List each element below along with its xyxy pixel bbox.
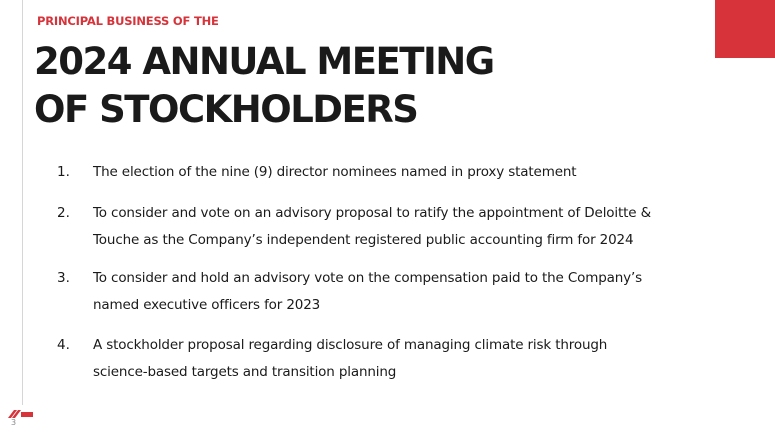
slide-title (34, 38, 494, 134)
agenda-item-number: 2. (57, 205, 70, 221)
agenda-item-line: Touche as the Company’s independent registered public accounting firm for 2024 (93, 232, 634, 248)
agenda-item-text (93, 159, 757, 186)
slide-kicker: PRINCIPAL BUSINESS OF THE (37, 14, 219, 28)
agenda-item-line: The election of the nine (9) director nominees named in proxy statement (93, 164, 577, 180)
agenda-item-line: A stockholder proposal regarding disclosure of managing climate risk through (93, 337, 608, 353)
left-divider-line (22, 0, 23, 405)
page-number: 3 (11, 418, 17, 427)
agenda-item-number: 1. (57, 164, 70, 180)
company-logo-icon (8, 410, 34, 418)
agenda-item-number: 4. (57, 337, 70, 353)
agenda-item-line: To consider and hold an advisory vote on the compensation paid to the Company’s (93, 270, 643, 286)
agenda-item-text (93, 265, 757, 319)
agenda-item-number: 3. (57, 270, 70, 286)
agenda-item-line: science-based targets and transition planning (93, 364, 397, 380)
agenda-item-line: named executive officers for 2023 (93, 297, 321, 313)
agenda-item-text (93, 332, 757, 386)
agenda-item-text (93, 200, 757, 254)
agenda-item-line: To consider and vote on an advisory proposal to ratify the appointment of Deloitte & (93, 205, 651, 221)
title-line-2: OF STOCKHOLDERS (34, 88, 418, 131)
title-line-1: 2024 ANNUAL MEETING (34, 40, 494, 83)
accent-block (715, 0, 775, 58)
